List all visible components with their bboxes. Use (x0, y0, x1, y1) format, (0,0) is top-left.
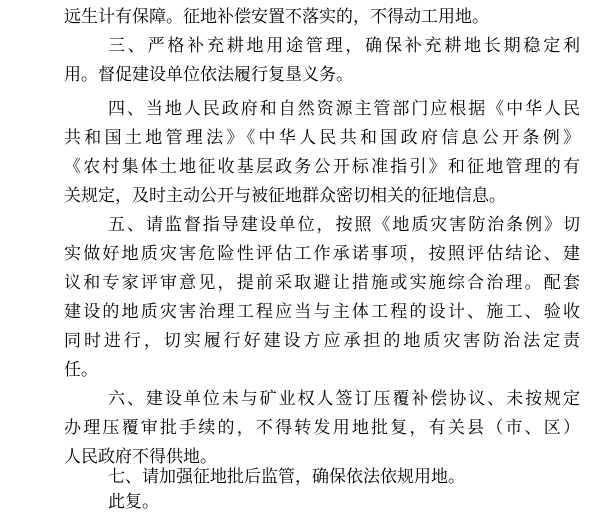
text-line: 同时进行，切实履行好建设方应承担的地质灾害防治法定责 (64, 331, 580, 351)
text-line: 实做好地质灾害危险性评估工作承诺事项，按照评估结论、建 (64, 244, 580, 264)
text-line: 人民政府不得供地。 (64, 447, 217, 467)
text-line: 议和专家评审意见，提前采取避让措施或实施综合治理。配套 (64, 273, 580, 293)
text-line: 《农村集体土地征收基层政务公开标准指引》和征地管理的有 (64, 157, 580, 177)
text-line: 远生计有保障。征地补偿安置不落实的，不得动工用地。 (64, 7, 489, 27)
text-line: 共和国土地管理法》《中华人民共和国政府信息公开条例》 (64, 128, 580, 148)
text-line: 三、严格补充耕地用途管理，确保补充耕地长期稳定利 (108, 36, 580, 56)
text-line: 六、建设单位未与矿业权人签订压覆补偿协议、未按规定 (108, 389, 580, 409)
text-line: 用。督促建设单位依法履行复垦义务。 (64, 65, 353, 85)
text-line: 此复。 (108, 492, 159, 512)
text-line: 七、请加强征地批后监管，确保依法依规用地。 (108, 467, 465, 487)
text-line: 五、请监督指导建设单位，按照《地质灾害防治条例》切 (108, 215, 580, 235)
text-line: 关规定，及时主动公开与被征地群众密切相关的征地信息。 (64, 186, 506, 206)
text-line: 四、当地人民政府和自然资源主管部门应根据《中华人民 (108, 99, 580, 119)
text-line: 办理压覆审批手续的，不得转发用地批复，有关县（市、区） (64, 418, 580, 438)
text-line: 建设的地质灾害治理工程应当与主体工程的设计、施工、验收 (64, 302, 580, 322)
text-line: 任。 (64, 360, 98, 380)
